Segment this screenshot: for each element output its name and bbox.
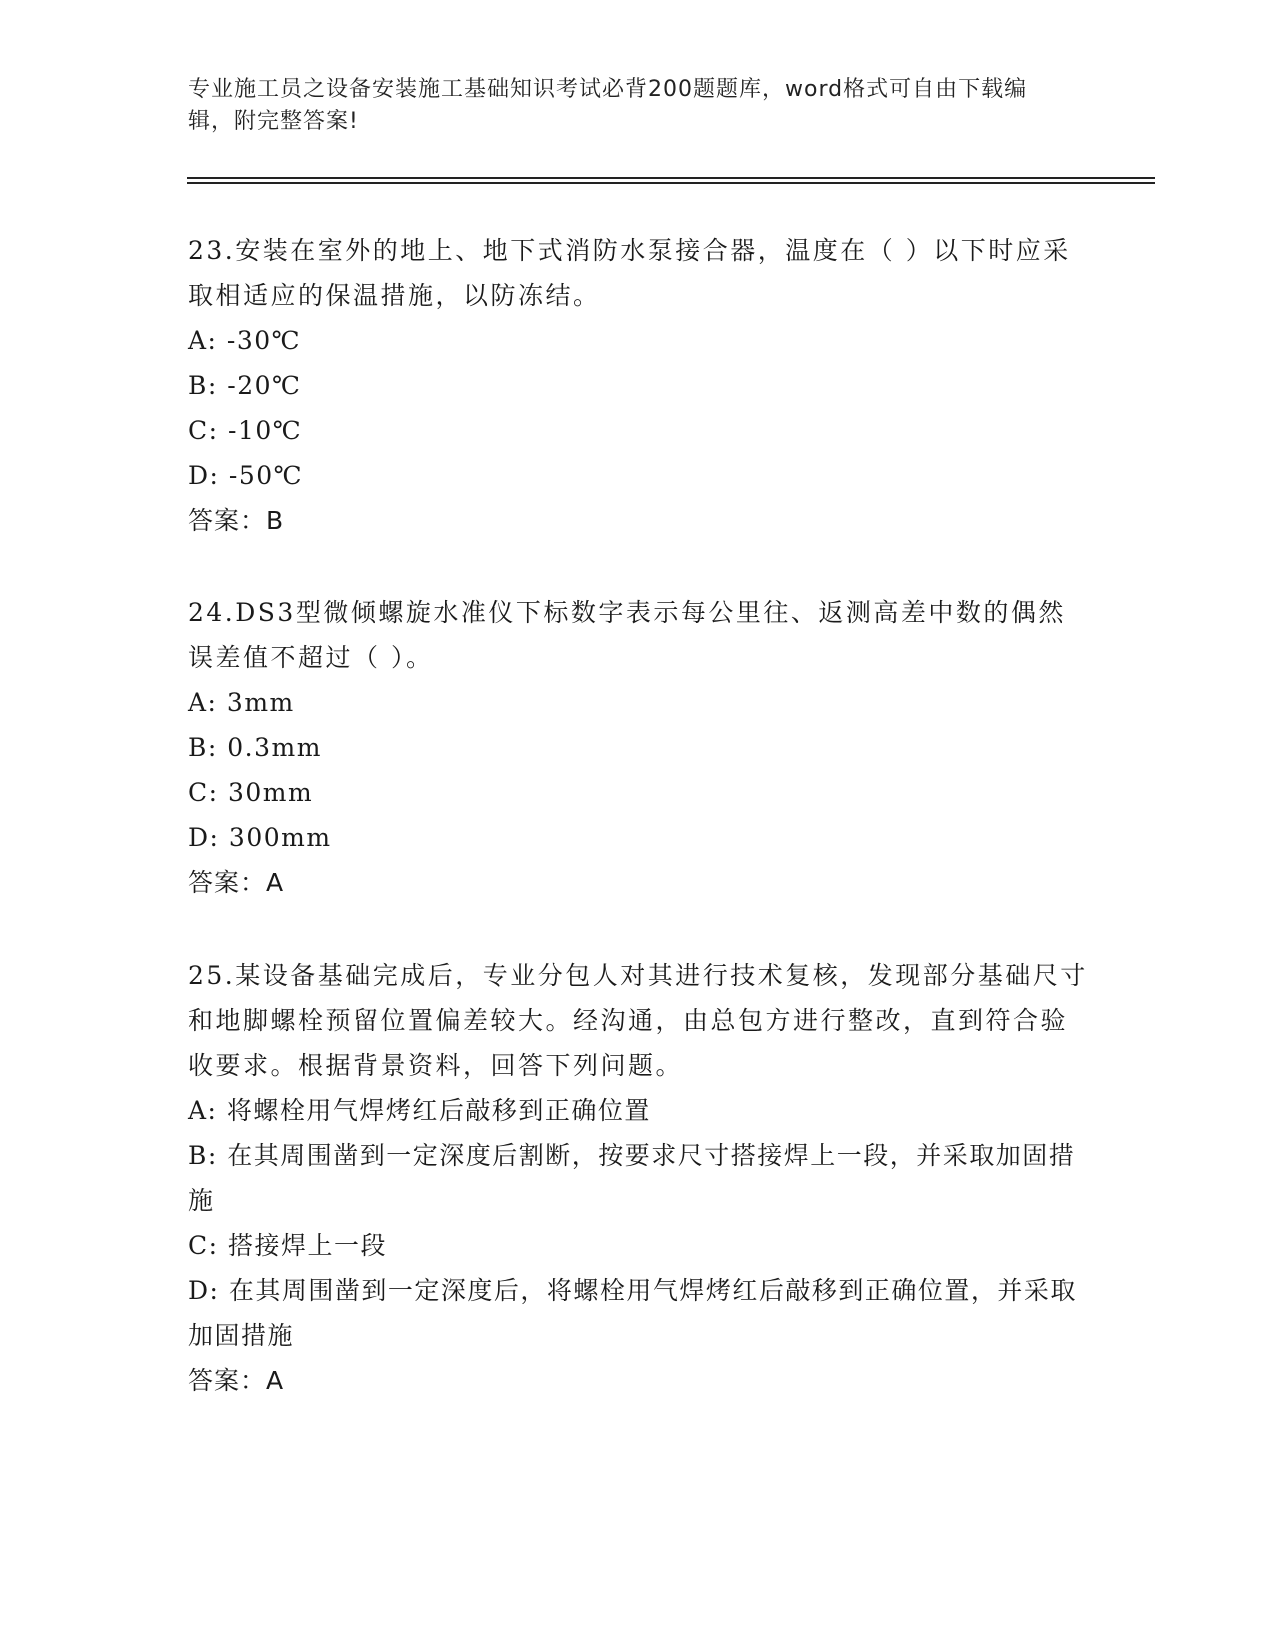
question-23 (188, 228, 1088, 543)
document-header: 专业施工员之设备安装施工基础知识考试必背200题题库，word格式可自由下载编辑，附完整答案! (188, 77, 1028, 134)
question-stem: 23.安装在室外的地上、地下式消防水泵接合器，温度在（ ）以下时应采取相适应的保温措施，以防冻结。 (188, 236, 1071, 310)
option-d: D: 在其周围凿到一定深度后，将螺栓用气焊烤红后敲移到正确位置，并采取加固措施 (188, 1276, 1077, 1350)
option-a: A: 3mm (188, 688, 295, 717)
answer-label: 答案：B (188, 506, 285, 535)
answer-label: 答案：A (188, 1366, 285, 1395)
option-a: A: 将螺栓用气焊烤红后敲移到正确位置 (188, 1096, 651, 1125)
question-25 (188, 953, 1088, 1403)
option-c: C: 搭接焊上一段 (188, 1231, 387, 1260)
option-a: A: -30℃ (188, 326, 302, 355)
option-b: B: 在其周围凿到一定深度后割断，按要求尺寸搭接焊上一段，并采取加固措施 (188, 1141, 1076, 1215)
option-c: C: 30mm (188, 778, 314, 807)
header-divider-bottom (187, 182, 1155, 184)
option-b: B: 0.3mm (188, 733, 322, 762)
option-b: B: -20℃ (188, 371, 302, 400)
question-24 (188, 590, 1088, 905)
question-stem: 25.某设备基础完成后，专业分包人对其进行技术复核，发现部分基础尺寸和地脚螺栓预留位置偏差较大。经沟通，由总包方进行整改，直到符合验收要求。根据背景资料，回答下列问题。 (188, 961, 1088, 1080)
option-d: D: 300mm (188, 823, 332, 852)
question-stem: 24.DS3型微倾螺旋水准仪下标数字表示每公里往、返测高差中数的偶然误差值不超过（ ）。 (188, 598, 1066, 672)
option-d: D: -50℃ (188, 461, 304, 490)
answer-label: 答案：A (188, 868, 285, 897)
option-c: C: -10℃ (188, 416, 303, 445)
header-divider-top (187, 177, 1155, 179)
